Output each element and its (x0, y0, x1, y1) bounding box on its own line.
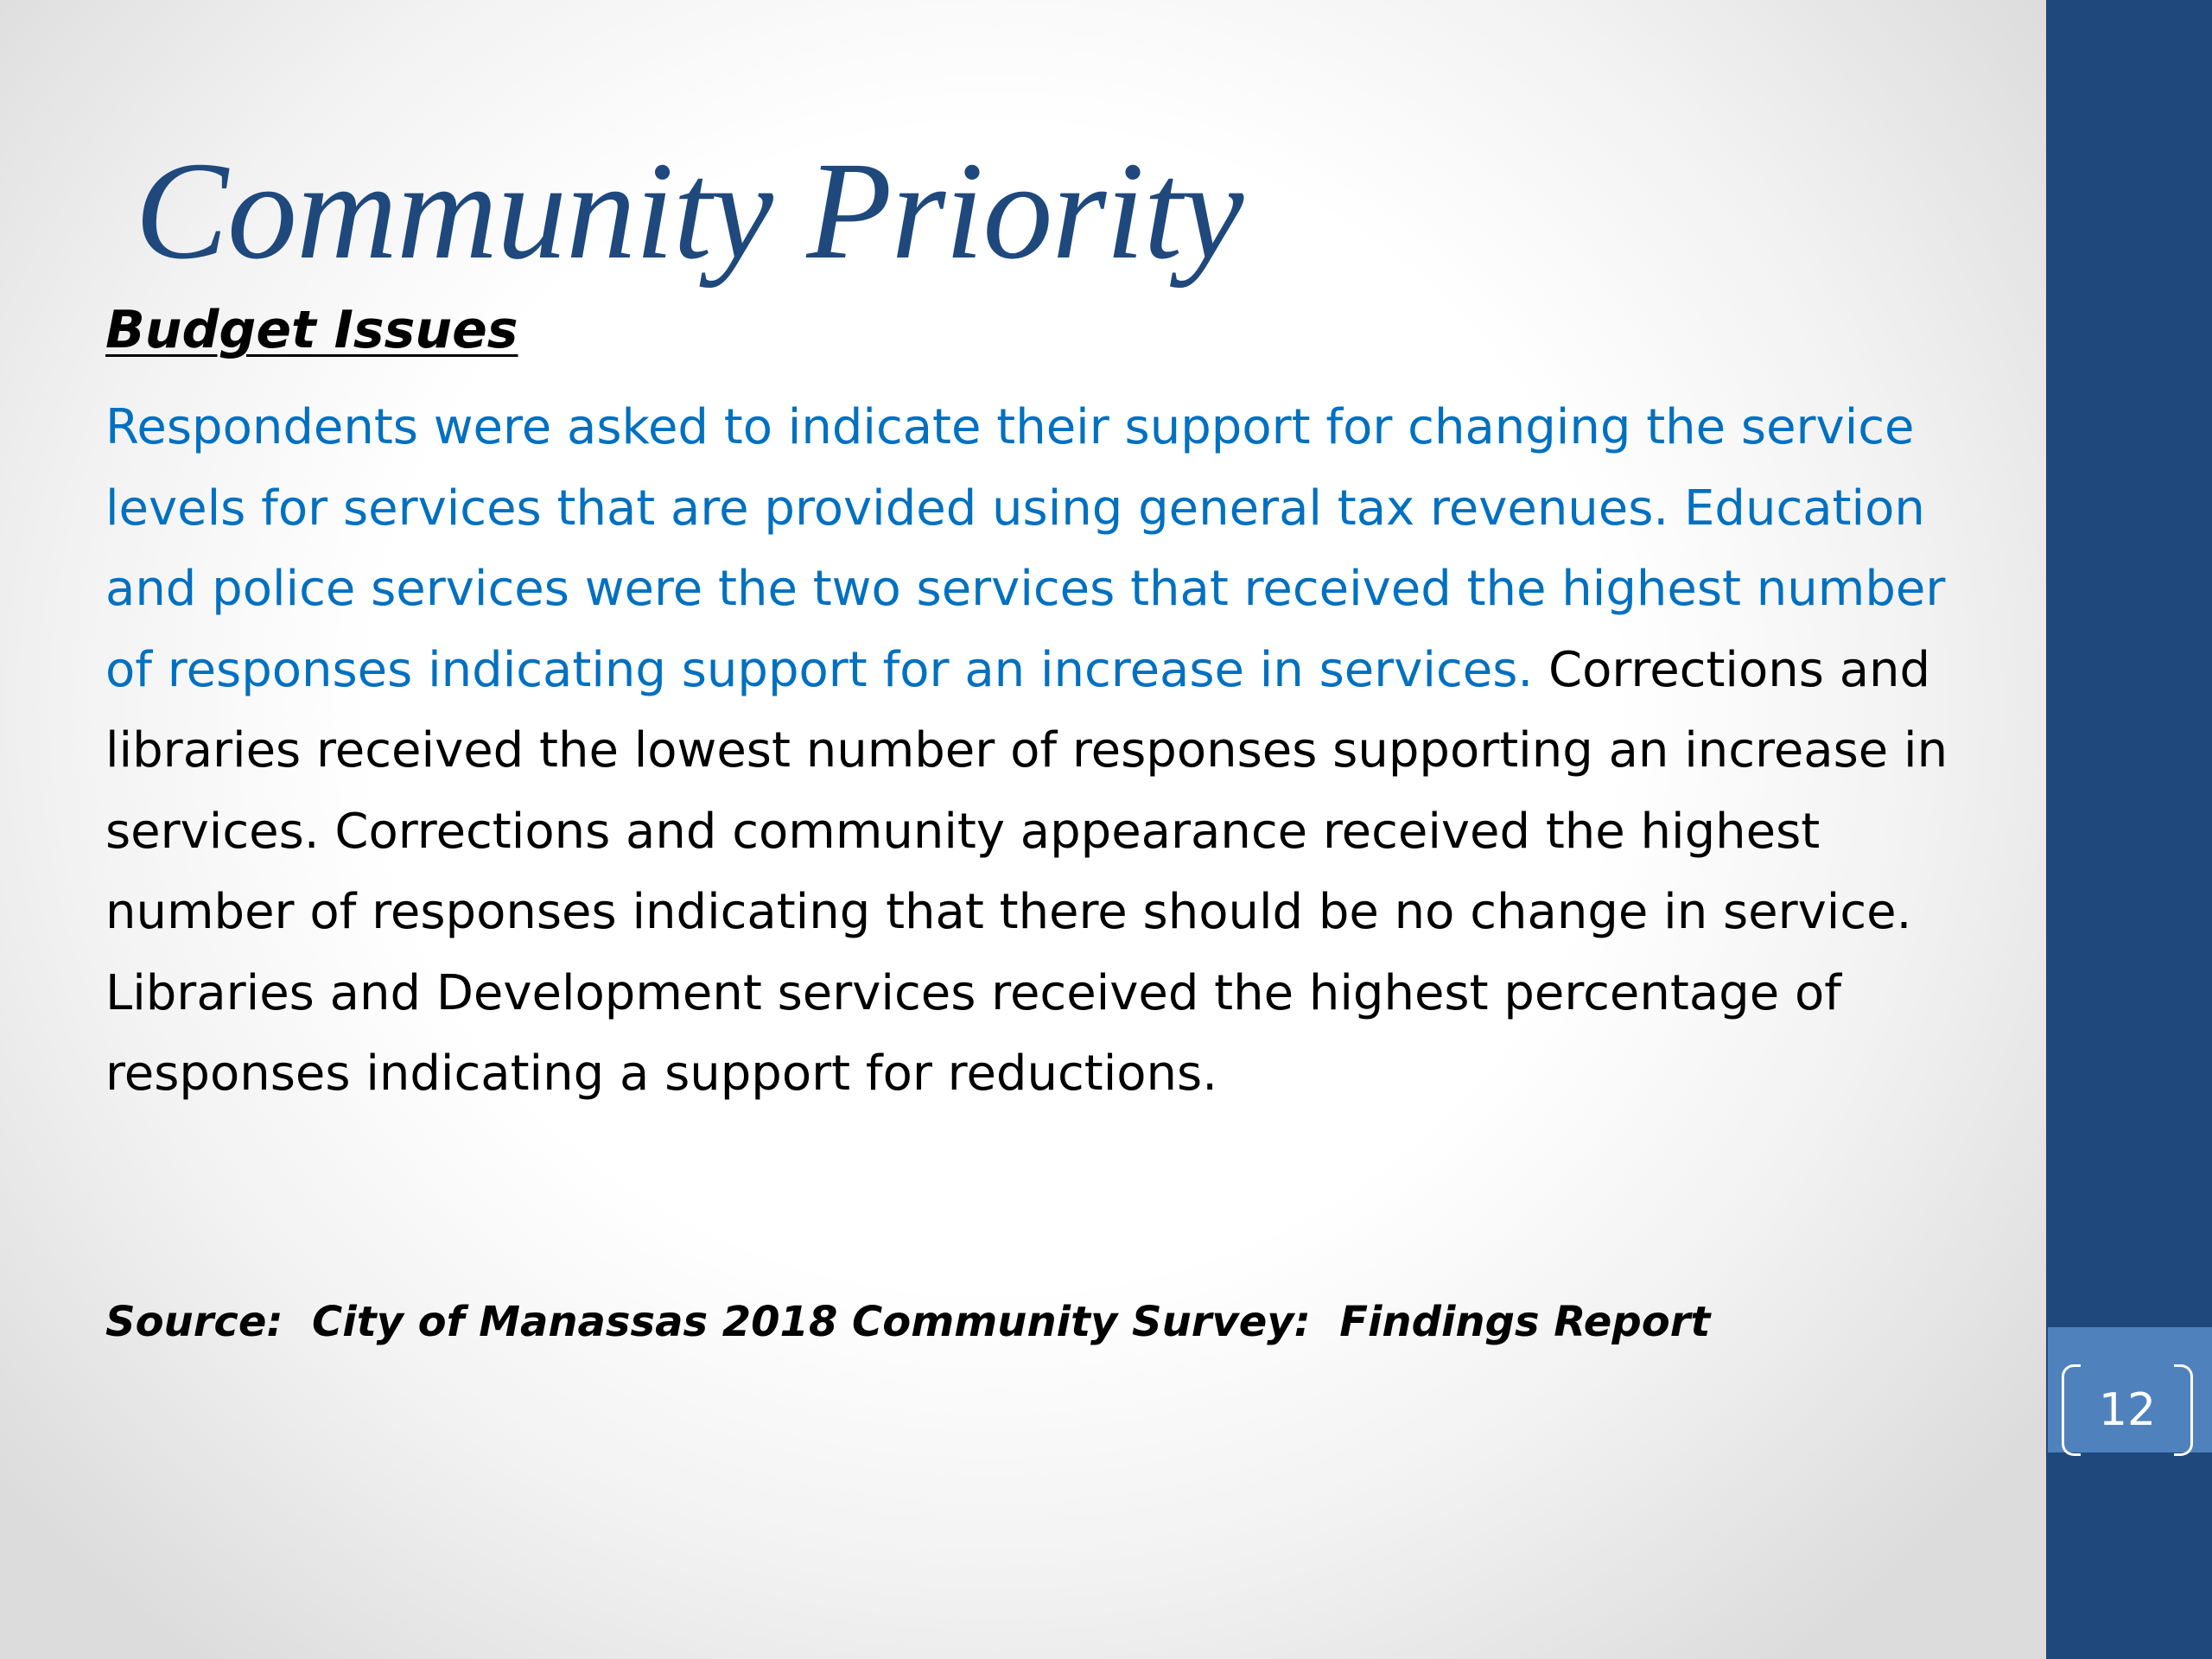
source-citation: Source: City of Manassas 2018 Community Survey: Findings Report (105, 1298, 1711, 1346)
page-number: 12 (2098, 1384, 2157, 1436)
normal-text: Corrections and libraries received the lowest number of responses supporting an increase in services. Corrections and community appearance received the highest number of responses indicating that there should be no change in service. Libraries and Development services received the highest percentage of responses indicating a support for reductions. (105, 641, 1948, 1102)
left-bracket-icon (2062, 1364, 2081, 1456)
section-heading: Budget Issues (105, 300, 518, 360)
highlighted-text: Respondents were asked to indicate their support for changing the service levels for services that are provided using general tax revenues. Education and police services were the two services that received the highest number of responses indicating support for an increase in services. (105, 399, 1946, 698)
right-bracket-icon (2174, 1364, 2193, 1456)
body-paragraph (105, 387, 1989, 1115)
slide-title: Community Priority (135, 134, 1243, 289)
